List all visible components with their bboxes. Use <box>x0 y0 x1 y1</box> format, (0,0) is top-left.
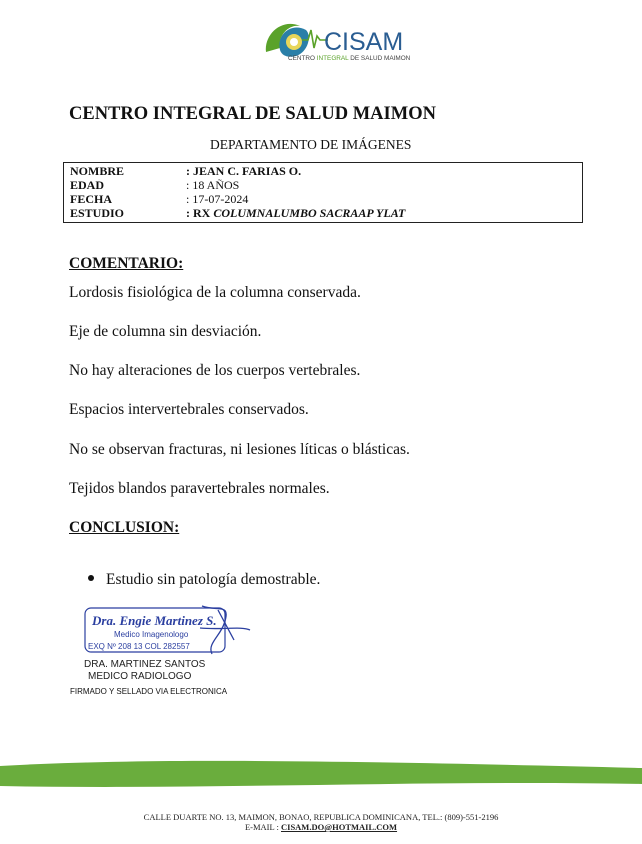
conclusion-item: Estudio sin patología demostrable. <box>88 571 320 589</box>
logo-name: CISAM <box>324 28 404 56</box>
footer-email-link[interactable]: CISAM.DO@HOTMAIL.COM <box>281 822 398 832</box>
patient-age-value: : 18 AÑOS <box>186 178 240 192</box>
exam-date-label: FECHA <box>70 192 112 206</box>
study-value: : RX COLUMNALUMBO SACRAAP YLAT <box>186 206 406 220</box>
doctor-name: DRA. MARTINEZ SANTOS <box>84 659 206 670</box>
comment-heading: COMENTARIO: <box>69 255 184 272</box>
footer-address: CALLE DUARTE NO. 13, MAIMON, BONAO, REPUBLICA DOMINICANA, TEL.: (809)-551-2196 <box>143 812 499 822</box>
comment-line: Lordosis fisiológica de la columna conservada. <box>69 284 361 301</box>
comment-line: Eje de columna sin desviación. <box>69 323 262 340</box>
department-title: DEPARTAMENTO DE IMÁGENES <box>210 137 412 152</box>
cisam-logo <box>262 12 411 70</box>
comment-line: Tejidos blandos paravertebrales normales. <box>69 480 330 497</box>
comment-line: Espacios intervertebrales conservados. <box>69 401 309 418</box>
comment-line: No hay alteraciones de los cuerpos vertebrales. <box>69 362 361 379</box>
footer-email-line: E-MAIL : CISAM.DO@HOTMAIL.COM <box>244 822 398 832</box>
stamp-name: Dra. Engie Martinez S. <box>92 613 217 628</box>
logo-subtitle: CENTRO INTEGRAL DE SALUD MAIMON <box>288 55 411 62</box>
study-label: ESTUDIO <box>70 206 125 220</box>
exam-date-value: : 17-07-2024 <box>186 192 249 206</box>
comment-line: No se observan fracturas, ni lesiones líticas o blásticas. <box>69 441 410 458</box>
signature-note: FIRMADO Y SELLADO VIA ELECTRONICA <box>70 687 228 696</box>
doctor-title: MEDICO RADIOLOGO <box>88 671 192 682</box>
stamp-exq: EXQ Nº 208 13 COL 282557 <box>88 642 190 651</box>
patient-info-box <box>63 162 583 223</box>
stamp-title: Medico Imagenologo <box>114 630 189 639</box>
bullet-icon <box>88 575 94 581</box>
patient-name-value: : JEAN C. FARIAS O. <box>186 164 302 178</box>
doctor-stamp <box>82 600 252 660</box>
conclusion-heading: CONCLUSION: <box>69 519 180 536</box>
patient-name-label: NOMBRE <box>70 164 124 178</box>
institution-title: CENTRO INTEGRAL DE SALUD MAIMON <box>69 104 436 124</box>
patient-age-label: EDAD <box>70 178 105 192</box>
